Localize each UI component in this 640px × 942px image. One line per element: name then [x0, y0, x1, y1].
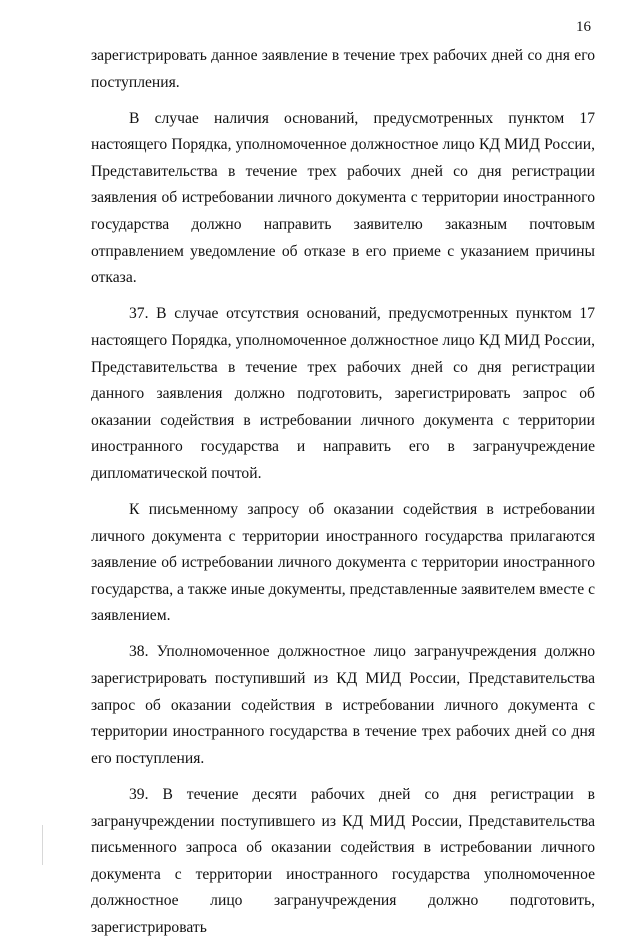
scan-margin-mark — [42, 825, 43, 865]
paragraph-item-39: 39. В течение десяти рабочих дней со дня регистрации в загранучреждении поступившего из КД МИД России, Представительства письменного запроса об оказании содействия в истребовании личного документа с территории иностранного государства уполномоченное должностное лицо загранучреждения должно подготовить, зарегистрировать — [91, 785, 595, 936]
document-body — [91, 43, 595, 942]
paragraph-item-37: 37. В случае отсутствия оснований, предусмотренных пунктом 17 настоящего Порядка, уполномоченное должностное лицо КД МИД России, Представительства в течение трех рабочих дней со дня регистрации данного заявления должно подготовить, зарегистрировать запрос об оказании содействия в истребовании личного документа с территории иностранного государства и направить его в загранучреждение дипломатической почтой. — [91, 305, 595, 482]
paragraph-request-attachments: К письменному запросу об оказании содействия в истребовании личного документа с территории иностранного государства прилагаются заявление об истребовании личного документа с территории иностранного государства, а также иные документы, представленные заявителем вместе с заявлением. — [91, 501, 595, 625]
page-number: 16 — [576, 19, 591, 35]
paragraph-refusal-notice: В случае наличия оснований, предусмотренных пунктом 17 настоящего Порядка, уполномоченное должностное лицо КД МИД России, Представительства в течение трех рабочих дней со дня регистрации заявления об истребовании личного документа с территории иностранного государства должно направить заявителю заказным почтовым отправлением уведомление об отказе в его приеме с указанием причины отказа. — [91, 109, 595, 287]
paragraph-continuation: зарегистрировать данное заявление в течение трех рабочих дней со дня его поступления. — [91, 47, 595, 91]
paragraph-item-38: 38. Уполномоченное должностное лицо загранучреждения должно зарегистрировать поступивший из КД МИД России, Представительства запрос об оказании содействия в истребовании личного документа с территории иностранного государства в течение трех рабочих дней со дня его поступления. — [91, 643, 595, 767]
